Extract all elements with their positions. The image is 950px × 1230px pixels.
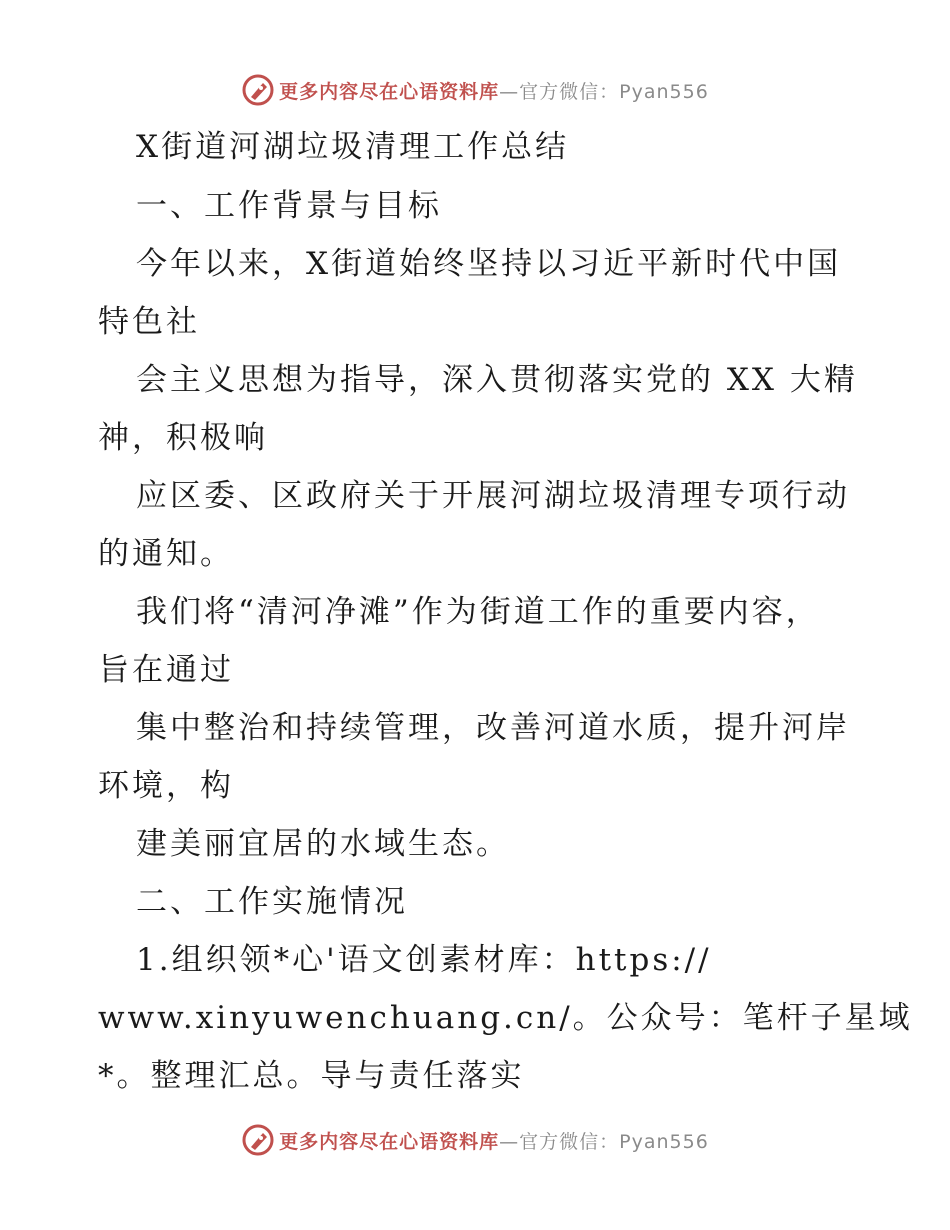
paragraph-line: 建美丽宜居的水域生态。 (136, 826, 510, 862)
header-banner-text (279, 77, 709, 104)
footer-banner (0, 1120, 950, 1160)
footer-brand: 更多内容尽在心语资料库 (279, 1130, 500, 1153)
footer-dash: — (499, 1130, 520, 1153)
paragraph-line: www.xinyuwenchuang.cn/。公众号：笔杆子星域 (98, 1000, 913, 1036)
footer-contact: 官方微信：Pyan556 (519, 1130, 709, 1153)
pen-nib-circle-icon (241, 73, 275, 107)
section-heading-2: 二、工作实施情况 (136, 884, 408, 920)
doc-title: X街道河湖垃圾清理工作总结 (136, 129, 570, 165)
paragraph-line: 神，积极响 (98, 420, 268, 456)
paragraph-line: 集中整治和持续管理，改善河道水质，提升河岸 (136, 710, 850, 746)
paragraph-line: 旨在通过 (98, 652, 234, 688)
header-brand: 更多内容尽在心语资料库 (279, 80, 500, 103)
paragraph-line: 我们将“清河净滩”作为街道工作的重要内容， (136, 594, 820, 630)
paragraph-line: 环境，构 (98, 768, 234, 804)
paragraph-line: 1.组织领*心'语文创素材库：https:// (136, 942, 712, 978)
section-heading-1: 一、工作背景与目标 (136, 188, 442, 224)
paragraph-line: 会主义思想为指导，深入贯彻落实党的 XX 大精 (136, 362, 858, 398)
paragraph-line: 应区委、区政府关于开展河湖垃圾清理专项行动 (136, 478, 850, 514)
pen-nib-circle-icon (241, 1123, 275, 1157)
paragraph-line: 的通知。 (98, 536, 234, 572)
header-contact: 官方微信：Pyan556 (519, 80, 709, 103)
paragraph-line: 今年以来，X街道始终坚持以习近平新时代中国 (136, 246, 842, 282)
footer-banner-text (279, 1127, 709, 1154)
paragraph-line: *。整理汇总。导与责任落实 (98, 1058, 525, 1094)
header-dash: — (499, 80, 520, 103)
header-banner (0, 70, 950, 110)
paragraph-line: 特色社 (98, 304, 200, 340)
